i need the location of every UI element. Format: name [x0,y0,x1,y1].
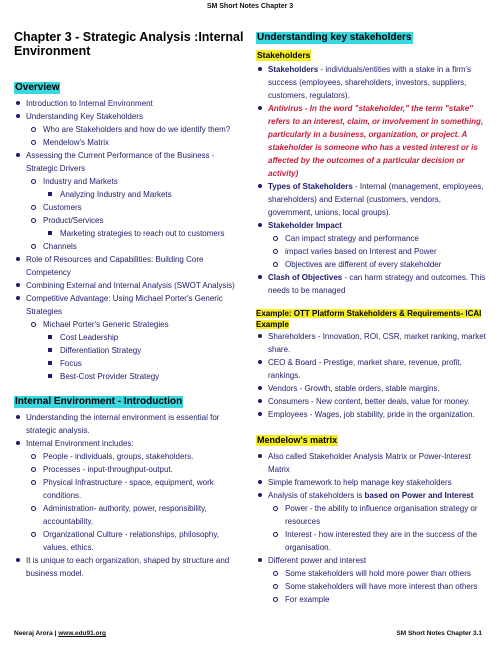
stakeholders-list [256,63,486,297]
list-item: Analysis of stakeholders is based on Power and Interest [256,489,486,502]
list-item: Channels [14,240,246,253]
list-item: Administration- authority, power, responsibility, accountability. [14,502,246,528]
list-item: Customers [14,201,246,214]
example-title: Example: OTT Platform Stakeholders & Requirements- ICAI Example [256,309,482,329]
list-item: Consumers - New content, better deals, value for money. [256,395,486,408]
mendelow-list [256,450,486,606]
list-item: Role of Resources and Capabilities: Building Core Competency [14,253,246,279]
mendelow-heading: Mendelow's matrix [257,435,338,445]
stakeholders-section-heading: Understanding key stakeholders [257,32,412,43]
list-item: Some stakeholders will hold more power than others [256,567,486,580]
footer-link[interactable]: www.edu91.org [58,630,107,637]
list-item: Differentiation Strategy [14,344,246,357]
list-item: Best-Cost Provider Strategy [14,370,246,383]
list-item: Competitive Advantage: Using Michael Porter's Generic Strategies [14,292,246,318]
list-item: Different power and interest [256,554,486,567]
list-item: CEO & Board - Prestige, market share, revenue, profit, rankings. [256,356,486,382]
internal-environment-heading: Internal Environment - Introduction [15,396,183,407]
right-column [256,27,486,606]
internal-environment-list [14,411,246,580]
list-item: Mendelow's Matrix [14,136,246,149]
list-item: Stakeholders - individuals/entities with a stake in a firm's success (employees, shareholders, investors, suppliers, customers, regulators). [256,63,486,102]
overview-list [14,97,246,383]
list-item: Processes - input-throughput-output. [14,463,246,476]
example-list [256,330,486,421]
list-item: Organizational Culture - relationships, philosophy, values, ethics. [14,528,246,554]
list-item: Types of Stakeholders - Internal (management, employees, shareholders) and External (customers, vendors, government, unions, local groups). [256,180,486,219]
footer-author: Neeraj Arora | www.edu91.org [14,630,107,637]
list-item: Also called Stakeholder Analysis Matrix or Power-Interest Matrix [256,450,486,476]
list-item: Simple framework to help manage key stakeholders [256,476,486,489]
list-item: Stakeholder Impact [256,219,486,232]
list-item: Some stakeholders will have more interest than others [256,580,486,593]
left-column [14,30,246,580]
list-item: Objectives are different of every stakeholder [256,258,486,271]
list-item: Internal Environment includes: [14,437,246,450]
list-item: Understanding Key Stakeholders [14,110,246,123]
list-item: For example [256,593,486,606]
list-item: Industry and Markets [14,175,246,188]
list-item: Understanding the internal environment is essential for strategic analysis. [14,411,246,437]
list-item: Can impact strategy and performance [256,232,486,245]
list-item: Employees - Wages, job stability, pride in the organization. [256,408,486,421]
list-item: Clash of Objectives - can harm strategy and outcomes. This needs to be managed [256,271,486,297]
list-item: Shareholders - Innovation, ROI, CSR, market ranking, market share. [256,330,486,356]
list-item: Power - the ability to influence organisation strategy or resources [256,502,486,528]
list-item: Analyzing Industry and Markets [14,188,246,201]
list-item: Assessing the Current Performance of the Business - Strategic Drivers [14,149,246,175]
stakeholders-subheading: Stakeholders [257,50,311,60]
overview-heading: Overview [15,82,60,93]
list-item: Michael Porter's Generic Strategies [14,318,246,331]
chapter-title: Chapter 3 - Strategic Analysis :Internal Environment [14,30,244,58]
list-item: It is unique to each organization, shaped by structure and business model. [14,554,246,580]
list-item: Combining External and Internal Analysis (SWOT Analysis) [14,279,246,292]
page-header: SM Short Notes Chapter 3 [206,3,294,10]
list-item: Physical Infrastructure - space, equipment, work conditions. [14,476,246,502]
list-item: Vendors - Growth, stable orders, stable margins. [256,382,486,395]
list-item: Interest - how interested they are in the success of the organisation. [256,528,486,554]
list-item: Antivirus - In the word "stakeholder," the term "stake" refers to an interest, claim, or involvement in something, particularly in a business, organization, or project. A stakeholder is someone who has a vested interest or is affected by the outcomes of a particular decision or activity) [256,102,486,180]
list-item: Focus [14,357,246,370]
footer-page-label: SM Short Notes Chapter 3.1 [396,630,482,637]
list-item: Who are Stakeholders and how do we identify them? [14,123,246,136]
list-item: Product/Services [14,214,246,227]
list-item: Cost Leadership [14,331,246,344]
list-item: Introduction to Internal Environment [14,97,246,110]
list-item: People - individuals, groups, stakeholders. [14,450,246,463]
list-item: Marketing strategies to reach out to customers [14,227,246,240]
list-item: impact varies based on Interest and Power [256,245,486,258]
